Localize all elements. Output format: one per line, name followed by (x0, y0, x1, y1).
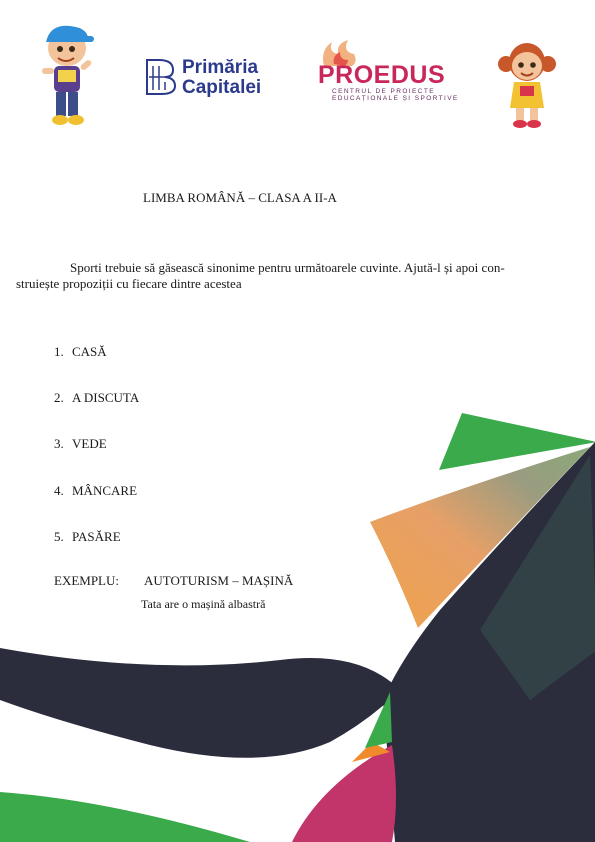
primaria-line1: Primăria (182, 57, 259, 78)
navy-left-swoosh (0, 648, 400, 758)
list-item-word: PASĂRE (72, 529, 121, 544)
list-item-word: VEDE (72, 436, 107, 451)
proedus-subtitle-1: CENTRUL DE PROIECTE (332, 88, 435, 95)
list-item-word: CASĂ (72, 344, 107, 359)
list-item (54, 390, 139, 406)
list-item-number: 1. (54, 344, 64, 359)
example-label: EXEMPLU: (54, 573, 119, 588)
list-item-word: MÂNCARE (72, 483, 138, 498)
list-item-number: 5. (54, 529, 64, 544)
green-bottom-shape (0, 792, 250, 842)
list-item-number: 3. (54, 436, 64, 451)
proedus-wordmark: PROEDUS (318, 61, 446, 89)
list-item (54, 483, 137, 499)
worksheet-title: LIMBA ROMÂNĂ – CLASA A II-A (143, 190, 337, 205)
list-item-number: 4. (54, 483, 64, 498)
instruction-line-1: Sporti trebuie să găsească sinonime pentru următoarele cuvinte. Ajută-l și apoi con- (70, 260, 505, 275)
example-synonym-pair: AUTOTURISM – MAȘINĂ (144, 573, 294, 588)
list-item (54, 529, 121, 545)
list-item (54, 436, 107, 452)
example-sentence: Tata are o mașină albastră (141, 597, 266, 611)
instruction-line-2: struiește propoziții cu fiecare dintre acestea (16, 276, 242, 291)
magenta-bottom-shape (292, 745, 396, 842)
proedus-subtitle-2: EDUCAȚIONALE ȘI SPORTIVE (332, 95, 459, 102)
list-item-number: 2. (54, 390, 64, 405)
primaria-line2: Capitalei (182, 77, 262, 98)
list-item-word: A DISCUTA (72, 390, 140, 405)
list-item (54, 344, 107, 360)
